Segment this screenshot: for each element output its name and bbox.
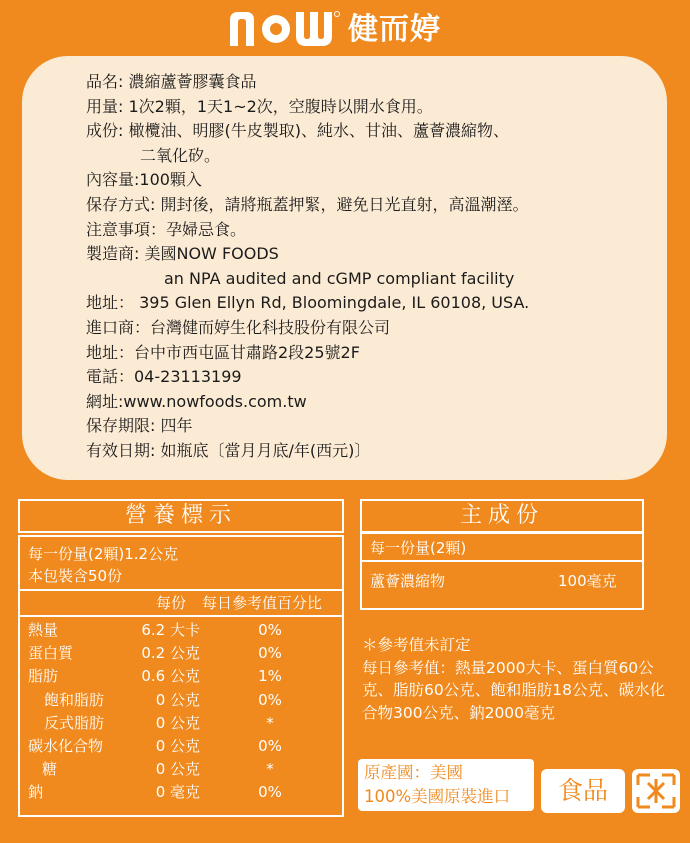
info-line: 成份: 橄欖油、明膠(牛皮製取)、純水、甘油、蘆薈濃縮物、	[86, 121, 509, 141]
info-line: 網址:www.nowfoods.com.tw	[86, 391, 307, 411]
footnote: ＊參考值未訂定	[362, 636, 471, 654]
origin-country: 原產國：美國	[364, 763, 463, 782]
info-line: 用量: 1次2顆，1天1~2次，空腹時以開水食用。	[86, 96, 433, 116]
table-row	[20, 781, 342, 804]
nutrient-dv: 0%	[258, 690, 282, 709]
ingredient-amount: 100毫克	[558, 572, 617, 590]
nutrient-amount: 0.2 公克	[141, 644, 200, 663]
column-daily-value: 每日參考值百分比	[202, 594, 323, 612]
info-line: 注意事項：孕婦忌食。	[86, 219, 247, 239]
product-info-panel	[22, 56, 667, 480]
divider	[20, 615, 342, 617]
table-row	[20, 665, 342, 688]
header	[0, 6, 690, 54]
nutrient-amount: 0 公克	[155, 736, 200, 755]
info-line: 保存期限: 四年	[86, 416, 193, 436]
nutrient-amount: 6.2 大卡	[141, 621, 200, 639]
daily-reference-note: 每日參考值：熱量2000大卡、蛋白質60公克、脂肪60公克、飽和脂肪18公克、碳水化合物300公克、鈉2000毫克	[362, 658, 665, 722]
table-row	[20, 758, 342, 781]
nutrient-name: 反式脂肪	[44, 713, 105, 732]
info-line: 內容量:100顆入	[86, 170, 202, 190]
ingredient-name: 蘆薈濃縮物	[370, 572, 446, 590]
nutrient-amount: 0 公克	[155, 760, 200, 779]
table-row	[20, 689, 342, 712]
nutrient-name: 熱量	[28, 621, 59, 639]
table-row	[20, 735, 342, 758]
nutrient-dv: 0%	[258, 644, 282, 663]
table-row	[20, 642, 342, 665]
column-per-serving: 每份	[156, 594, 187, 612]
nutrient-amount: 0 毫克	[155, 783, 200, 802]
nutrient-name: 脂肪	[28, 667, 59, 686]
nutrient-amount: 0 公克	[155, 690, 200, 709]
now-logo	[226, 8, 342, 48]
serving-size: 每一份量(2顆)1.2公克	[28, 545, 179, 563]
nutrient-name: 蛋白質	[28, 644, 74, 663]
nutrient-dv: 0%	[258, 783, 282, 802]
servings-per-package: 本包裝含50份	[28, 567, 123, 585]
nutrient-name: 鈉	[28, 783, 44, 802]
table-row	[362, 564, 642, 606]
info-line: 二氧化矽。	[140, 145, 221, 165]
table-row	[20, 619, 342, 642]
notes	[362, 634, 672, 724]
ingredients-title: 主成份	[360, 499, 644, 533]
nutrition-title: 營養標示	[18, 499, 344, 533]
nutrient-dv: 0%	[258, 736, 282, 755]
food-badge: 食品	[541, 769, 625, 813]
info-line: 電話：04-23113199	[86, 367, 242, 387]
origin-import: 100%美國原裝進口	[364, 787, 511, 806]
info-line: 品名: 濃縮蘆薈膠囊食品	[86, 72, 257, 91]
info-line: 有效日期: 如瓶底〔當月月底/年(西元)〕	[86, 440, 371, 460]
ingredients-serving: 每一份量(2顆)	[362, 534, 642, 562]
ingredients-table	[360, 532, 644, 610]
table-row	[20, 712, 342, 735]
nutrition-table	[18, 535, 344, 817]
info-line: 保存方式: 開封後，請將瓶蓋押緊，避免日光直射，高溫潮溼。	[86, 194, 529, 214]
info-line: 地址：台中市西屯區甘肅路2段25號2F	[86, 342, 360, 362]
info-line: 地址： 395 Glen Ellyn Rd, Bloomingdale, IL 60108, USA.	[86, 293, 530, 313]
info-line: 製造商: 美國NOW FOODS	[86, 244, 279, 264]
nutrient-dv: 0%	[258, 621, 282, 639]
food-certification-icon	[632, 769, 680, 813]
info-line: 進口商：台灣健而婷生化科技股份有限公司	[86, 317, 391, 337]
origin-badge	[358, 759, 534, 811]
nutrient-name: 糖	[42, 760, 58, 779]
nutrient-amount: 0.6 公克	[141, 667, 200, 686]
nutrient-dv: 1%	[258, 667, 282, 686]
nutrient-name: 飽和脂肪	[44, 690, 105, 709]
nutrient-dv: *	[266, 713, 274, 732]
nutrient-name: 碳水化合物	[28, 736, 104, 755]
nutrient-dv: *	[266, 760, 274, 779]
brand-chinese-name: 健而婷	[348, 12, 441, 47]
info-line: an NPA audited and cGMP compliant facility	[164, 268, 515, 288]
nutrient-amount: 0 公克	[155, 713, 200, 732]
